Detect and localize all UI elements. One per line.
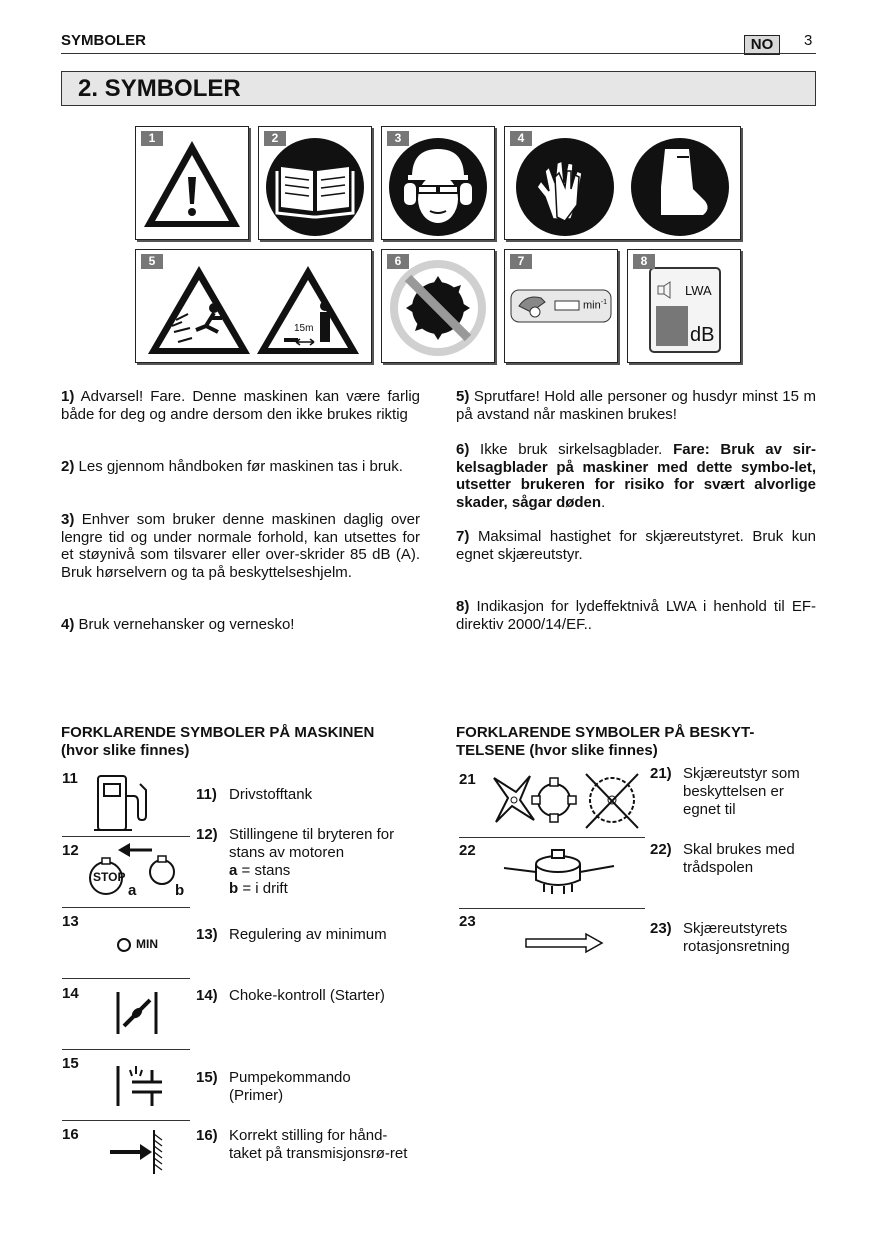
- panel-number: 8: [633, 254, 655, 269]
- symbol-panel-1: [135, 126, 249, 240]
- item-label-14: 14: [62, 985, 79, 1002]
- item-label-21: 21: [459, 771, 476, 788]
- panel-number: 4: [510, 131, 532, 146]
- choke-icon: [112, 990, 162, 1038]
- paragraph-7: 7) Maksimal hastighet for skjæreutstyret. Bruk kun egnet skjæreutstyr.: [456, 528, 816, 563]
- stop-switch-icon: [88, 840, 188, 898]
- language-badge: NO: [744, 35, 780, 55]
- fuel-tank-icon: [94, 772, 158, 834]
- paragraph-4: 4) Bruk vernehansker og vernesko!: [61, 616, 295, 633]
- position-b-label: b: [175, 882, 185, 899]
- item-label-22: 22: [459, 842, 476, 859]
- divider: [62, 907, 190, 908]
- item-label-12: 12: [62, 842, 79, 859]
- db-label: dB: [690, 324, 715, 346]
- section-title: 2. SYMBOLER: [78, 75, 241, 102]
- symbol-panel-8: [627, 249, 741, 363]
- handle-position-icon: [108, 1128, 166, 1176]
- min-label: MIN: [136, 937, 158, 951]
- stop-label: STOP: [93, 870, 126, 884]
- gloves-boots-icon: [505, 127, 740, 239]
- machine-symbols-heading: FORKLARENDE SYMBOLER PÅ MASKINEN (hvor slike finnes): [61, 724, 375, 759]
- symbol-panel-4: [504, 126, 741, 240]
- divider: [459, 908, 645, 909]
- panel-number: 1: [141, 131, 163, 146]
- speed-unit: $\min^{-1}$: [583, 299, 607, 312]
- paragraph-1: 1) Advarsel! Fare. Denne maskinen kan være farlig både for deg og andre dersom den ikke brukes riktig: [61, 388, 421, 423]
- minimum-circle-icon: [116, 937, 132, 953]
- symbol-panel-5: [135, 249, 372, 363]
- symbol-panel-3: [381, 126, 495, 240]
- rotation-arrow-icon: [524, 932, 606, 954]
- projectile-hazard-icon: [136, 250, 371, 362]
- primer-icon: [112, 1062, 164, 1108]
- running-header-title: SYMBOLER: [61, 32, 147, 49]
- item-label-15: 15: [62, 1055, 79, 1072]
- panel-number: 5: [141, 254, 163, 269]
- paragraph-5: 5) Sprutfare! Hold alle personer og husdyr minst 15 m på avstand når maskinen brukes!: [456, 388, 816, 423]
- header-rule: [61, 53, 816, 54]
- symbol-panel-7: [504, 249, 618, 363]
- divider: [62, 1049, 190, 1050]
- divider: [459, 837, 645, 838]
- paragraph-3: 3) Enhver som bruker denne maskinen daglig over lengre tid og under normale forhold, kan utsettes for et støynivå som tilsvarer eller over-skrider 85 dB (A). Bruk hørselvern og ta på beskyttelseshjelm.: [61, 511, 420, 581]
- divider: [62, 1120, 190, 1121]
- lwa-label: LWA: [685, 283, 712, 298]
- panel-number: 3: [387, 131, 409, 146]
- line-spool-icon: [500, 842, 620, 900]
- page-number: 3: [804, 32, 813, 49]
- item-label-16: 16: [62, 1126, 79, 1143]
- panel-number: 2: [264, 131, 286, 146]
- paragraph-6: 6) Ikke bruk sirkelsagblader. Fare: Bruk av sir-kelsagblader på maskiner med dette symbo-let, utsetter brukeren for risiko for svært alvorlige skader, sågar døden.: [456, 441, 817, 511]
- item-label-13: 13: [62, 913, 79, 930]
- cutting-tools-icon: [486, 770, 646, 832]
- panel-number: 6: [387, 254, 409, 269]
- panel-number: 7: [510, 254, 532, 269]
- guard-symbols-heading: FORKLARENDE SYMBOLER PÅ BESKYT- TELSENE (hvor slike finnes): [456, 724, 755, 759]
- symbol-panel-2: [258, 126, 372, 240]
- paragraph-8: 8) Indikasjon for lydeffektnivå LWA i henhold til EF-direktiv 2000/14/EF..: [456, 598, 816, 633]
- divider: [62, 836, 190, 837]
- divider: [62, 978, 190, 979]
- item-label-11: 11: [62, 770, 78, 787]
- item-label-23: 23: [459, 913, 476, 930]
- paragraph-2: 2) Les gjennom håndboken før maskinen tas i bruk.: [61, 458, 403, 475]
- section-title-box: [61, 71, 816, 106]
- position-a-label: a: [128, 882, 137, 899]
- distance-label: 15m: [294, 323, 314, 334]
- symbol-panel-6: [381, 249, 495, 363]
